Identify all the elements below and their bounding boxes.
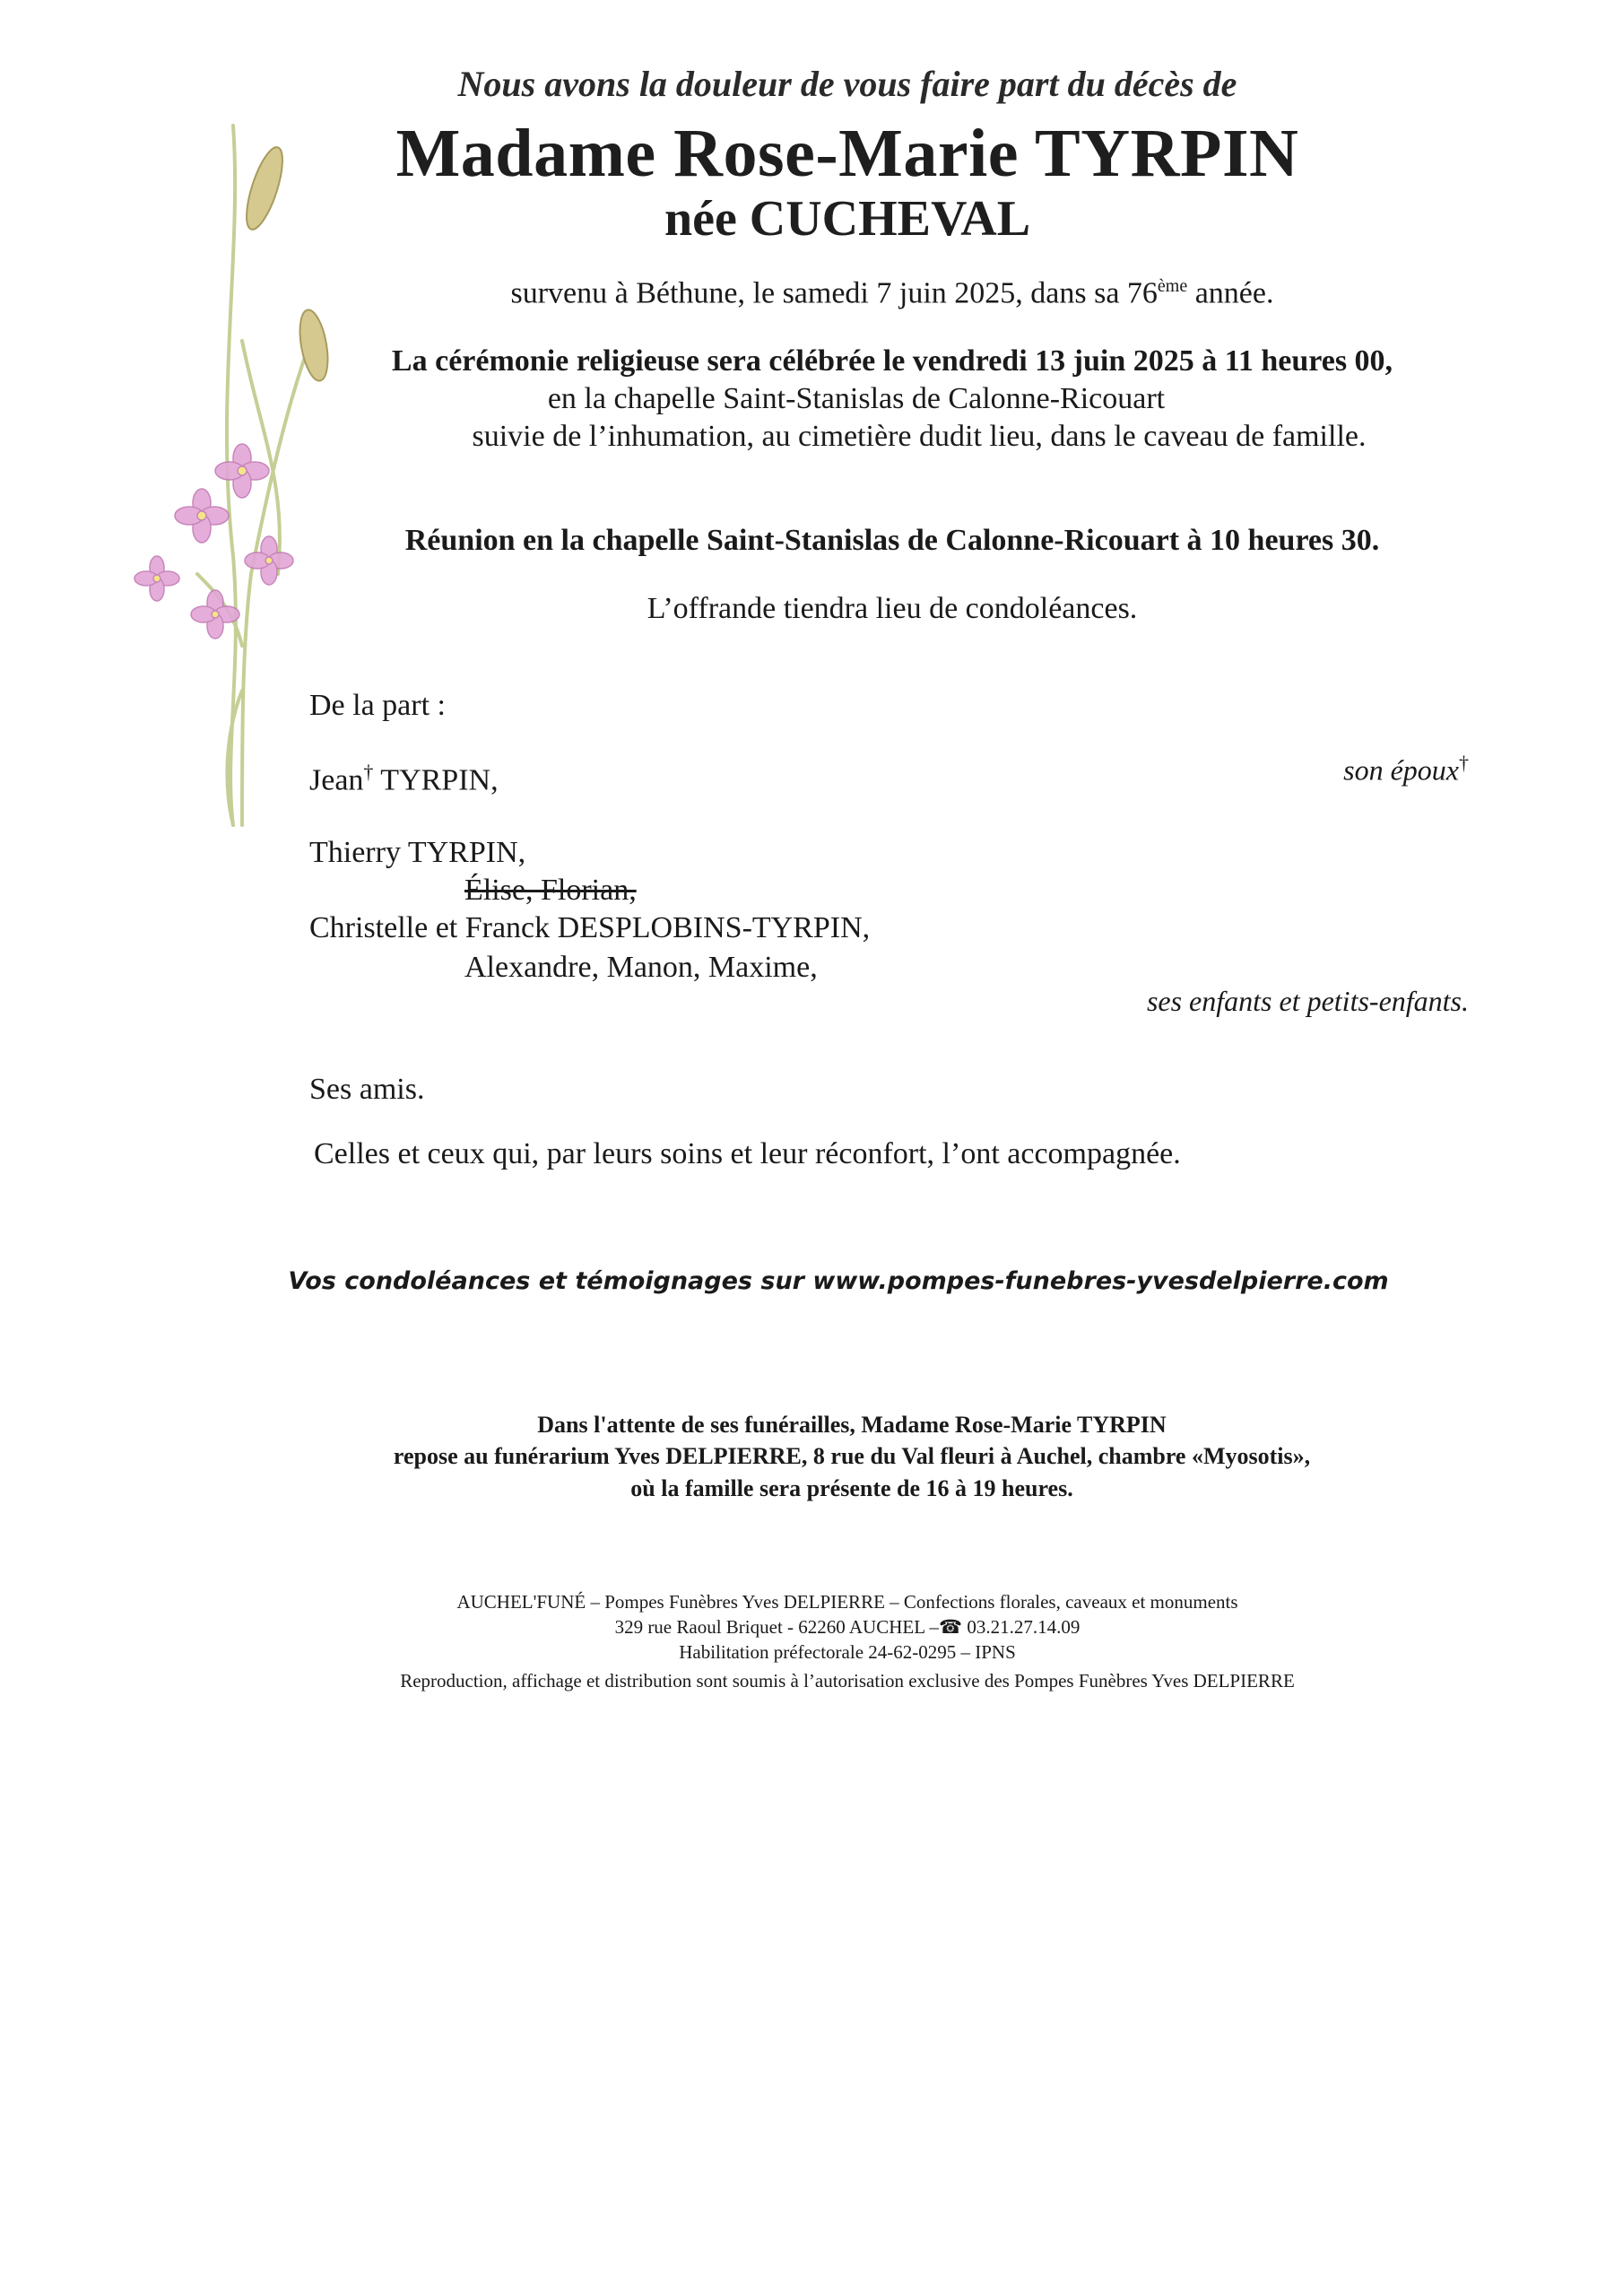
rest-line-3: où la famille sera présente de 16 à 19 heures. [630,1475,1073,1501]
telephone-icon: ☎ [939,1616,963,1638]
footer-line-3: Habilitation préfectorale 24-62-0295 – IPNS [679,1641,1016,1663]
footer-phone: 03.21.27.14.09 [962,1616,1081,1638]
spouse-surname: TYRPIN, [373,763,499,797]
deceased-cross-mark: † [1459,752,1469,774]
children-role: ses enfants et petits-enfants. [1146,985,1469,1017]
burial-line: suivie de l’inhumation, au cimetière dudit lieu, dans le caveau de famille. [472,420,1367,453]
deceased-name: Madame Rose-Marie TYRPIN [395,116,1299,191]
spouse-first-name: Jean [309,763,364,797]
death-text: survenu à Béthune, le samedi 7 juin 2025, dans sa 76 [510,276,1158,310]
footer-address: 329 rue Raoul Briquet - 62260 AUCHEL – [614,1616,939,1638]
offering-line: L’offrande tiendra lieu de condoléances. [647,592,1138,625]
deceased-cross-mark: † [363,761,374,783]
condolences-website: Vos condoléances et témoignages sur www.pompes-funebres-yvesdelpierre.com [288,1267,1389,1295]
death-details [81,276,1623,310]
intro-line: Nous avons la douleur de vous faire part du décès de [457,64,1237,104]
rest-line-1: Dans l'attente de ses funérailles, Madame Rose-Marie TYRPIN [537,1412,1167,1438]
ceremony-location: en la chapelle Saint-Stanislas de Calonne-Ricouart [547,382,1166,415]
spouse-name [309,761,499,797]
child-1: Thierry TYRPIN, [309,836,526,869]
from-label: De la part : [309,689,446,722]
spouse-role-text: son époux [1343,753,1459,787]
maiden-name: née CUCHEVAL [664,191,1031,247]
grandchildren-1 [464,874,637,908]
ordinal-suffix: ème [1157,276,1188,296]
ceremony-line: La cérémonie religieuse sera célébrée le vendredi 13 juin 2025 à 11 heures 00, [391,344,1393,378]
footer-line-1: AUCHEL'FUNÉ – Pompes Funèbres Yves DELPIERRE – Confections florales, caveaux et monuments [456,1591,1238,1613]
friends-line: Ses amis. [309,1073,425,1106]
rest-line-2: repose au funérarium Yves DELPIERRE, 8 rue du Val fleuri à Auchel, chambre «Myosotis», [393,1443,1311,1469]
grandchildren-2: Alexandre, Manon, Maxime, [464,951,818,984]
footer-line-2 [36,1616,1623,1639]
child-2: Christelle et Franck DESPLOBINS-TYRPIN, [309,911,871,944]
footer-line-4: Reproduction, affichage et distribution sont soumis à l’autorisation exclusive des Pompes Funèbres Yves DELPIERRE [400,1670,1295,1692]
grandchildren-1-names: Élise, Florian, [464,874,637,907]
reunion-line: Réunion en la chapelle Saint-Stanislas de Calonne-Ricouart à 10 heures 30. [404,524,1380,557]
death-text-end: année. [1187,276,1274,310]
spouse-role [1343,752,1469,787]
carers-line: Celles et ceux qui, par leurs soins et leur réconfort, l’ont accompagnée. [314,1137,1181,1170]
